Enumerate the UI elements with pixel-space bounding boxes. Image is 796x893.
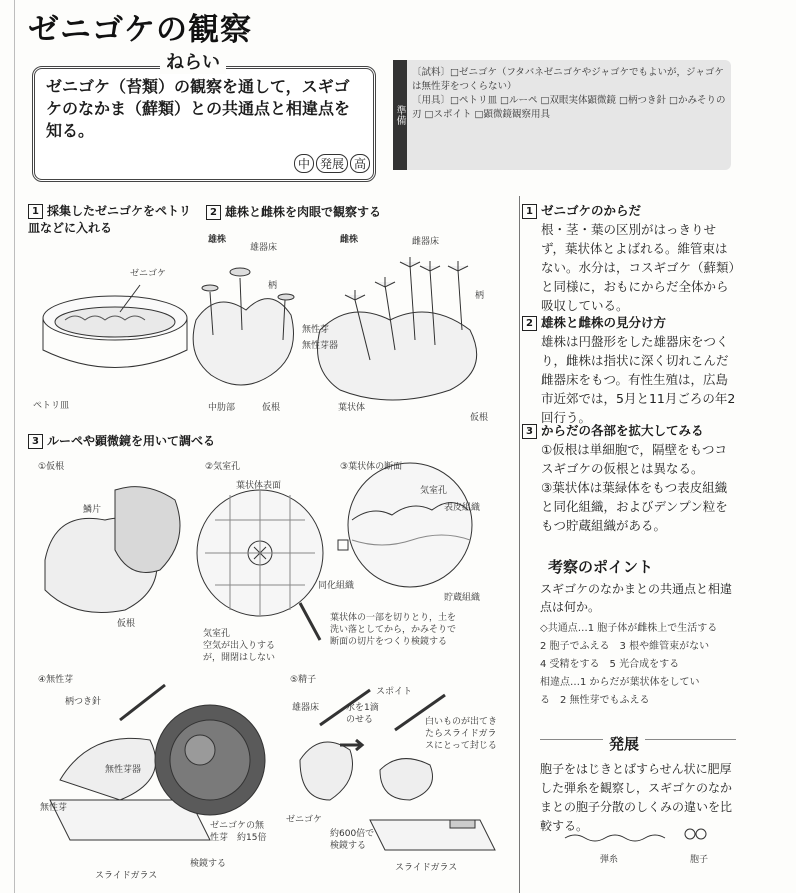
- dev-title: 発展: [603, 733, 645, 754]
- photo-caption-2: 性芽 約15倍: [210, 833, 267, 843]
- label-dropper: スポイト: [376, 687, 413, 697]
- prep-side-label: 準備: [393, 60, 407, 170]
- tag-high: 高: [350, 154, 370, 173]
- label-gemma-2: 無性芽: [40, 803, 68, 813]
- label-pore-note-2: が，開閉はしない: [203, 653, 276, 663]
- right-section-1-text: 根・茎・葉の区別がはっきりせず，葉状体とよばれる。維管束はない。水分は，コスギゴケ（蘚類）と同様に，おもにからだ全体から吸収している。: [541, 222, 735, 313]
- label-pore-note-1: 空気が出入りする: [203, 641, 276, 651]
- label-surface: 葉状体表面: [236, 481, 282, 491]
- label-white-1: 白いものが出てき: [425, 717, 498, 727]
- label-rhizoid-3: 仮根: [117, 619, 136, 629]
- point-question: スギゴケのなかまとの共通点と相違点は何か。: [540, 582, 733, 614]
- label-rhizoid: 仮根: [262, 403, 281, 413]
- label-gemma: 無性芽: [302, 325, 330, 335]
- label-mag-1: 約600倍で: [330, 829, 375, 839]
- label-slide-2: スライドガラス: [395, 863, 458, 873]
- right-section-1-head: 1 ゼニゴケのからだ: [522, 201, 641, 219]
- label-female: 雌株: [340, 235, 359, 245]
- label-pore: 気室孔: [203, 629, 231, 639]
- label-male: 雄株: [208, 235, 227, 245]
- point-line-4: 相違点…1 からだが葉状体をしてい: [540, 677, 700, 688]
- label-female-receptacle: 雌器床: [412, 237, 440, 247]
- prep-line-specimen: 〔試料〕□ゼニゴケ（フタバネゼニゴケやジャゴケでもよいが，ジャゴケは無性芽をつくらない）: [412, 67, 724, 92]
- label-gemma-cup: 無性芽器: [302, 341, 339, 351]
- label-zenigoke: ゼニゴケ: [130, 269, 167, 279]
- label-water-2: のせる: [346, 715, 374, 725]
- sub-rhizoid: ①仮根: [38, 462, 65, 472]
- label-storage: 貯蔵組織: [444, 593, 481, 603]
- label-midrib: 中肋部: [208, 403, 236, 413]
- sub-gemma: ④無性芽: [38, 675, 74, 685]
- photo-caption-1: ゼニゴケの無: [210, 821, 265, 831]
- point-line-5: る 2 無性芽でもふえる: [540, 695, 650, 706]
- label-view-1: 検鏡する: [190, 859, 227, 869]
- tag-advanced: 発展: [316, 154, 348, 173]
- label-zenigoke-2: ゼニゴケ: [286, 815, 323, 825]
- dev-text: 胞子をはじきとばすらせん状に肥厚した弾糸を観察し，スギゴケのなかまとの胞子分散のしくみの違いを比較する。: [540, 762, 733, 833]
- label-white-3: スにとって封じる: [425, 741, 497, 751]
- female-plant-illustration: [318, 257, 477, 400]
- label-spore: 胞子: [690, 855, 709, 865]
- right-section-2-head: 2 雄株と雌株の見分け方: [522, 313, 666, 331]
- label-male-receptacle: 雄器床: [250, 243, 278, 253]
- right-section-2-text: 雄株は円盤形をした雄器床をつくり，雌株は指状に深く切れこんだ雌器床をもつ。有性生殖は，広島市近郊では，5月と11月ごろの年2回行う。: [541, 334, 736, 425]
- label-scale: 鱗片: [83, 505, 102, 515]
- right-section-3-items: [541, 440, 739, 535]
- label-pore-2: 気室孔: [420, 486, 448, 496]
- section-illustration: [338, 463, 472, 587]
- label-stalk-2: 柄: [475, 291, 485, 301]
- section-1-title: 1 採集したゼニゴケをペトリ皿などに入れる: [28, 204, 192, 235]
- point-line-2: 2 胞子でふえる 3 根や維管束がない: [540, 641, 710, 652]
- label-white-2: たらスライドガラ: [425, 729, 497, 739]
- label-male-rec-2: 雄器床: [292, 703, 320, 713]
- sub-section: ③葉状体の断面: [340, 462, 403, 472]
- petri-dish-illustration: [43, 285, 187, 368]
- right-section-3-item-1: ①仮根は単細胞で，隔壁をもつコスギゴケの仮根とは異なる。: [541, 442, 727, 476]
- section-3-title: 3 ルーペや顕微鏡を用いて調べる: [28, 432, 215, 449]
- label-water-1: 水を1滴: [346, 703, 379, 713]
- right-section-3-item-2: ③葉状体は葉緑体をもつ表皮組織と同化組織，およびデンプン粒をもつ貯蔵組織がある。: [541, 480, 728, 533]
- label-epidermis: 表皮組織: [444, 503, 481, 513]
- sub-sperm: ⑤精子: [290, 675, 317, 685]
- point-title: 考察のポイント: [548, 558, 654, 576]
- tag-middle: 中: [294, 154, 314, 173]
- label-mag-2: 検鏡する: [330, 841, 367, 851]
- label-gemma-cup-2: 無性芽器: [105, 765, 142, 775]
- section-note-3: 断面の切片をつくり検鏡する: [330, 637, 448, 647]
- label-petri: ペトリ皿: [33, 401, 70, 411]
- page-title: ゼニゴケの観察: [28, 12, 252, 48]
- section-2-title: 2 雄株と雌株を肉眼で観察する: [206, 203, 381, 220]
- label-thallus: 葉状体: [338, 403, 366, 413]
- section-note-1: 葉状体の一部を切りとり，土を: [330, 613, 457, 623]
- aim-heading: ねらい: [160, 48, 226, 74]
- aim-text: ゼニゴケ（苔類）の観察を通して，スギゴケのなかま（蘚類）との共通点と相違点を知る。: [46, 77, 351, 140]
- section-note-2: 洗い落としてから，かみそりで: [330, 625, 457, 635]
- rhizoid-illustration: [45, 487, 180, 613]
- label-stalk: 柄: [268, 281, 278, 291]
- label-rhizoid-2: 仮根: [470, 413, 489, 423]
- label-assim: 同化組織: [318, 581, 355, 591]
- gemma-illustration: [50, 685, 265, 840]
- label-elater: 弾糸: [600, 855, 619, 865]
- point-line-3: 4 受精をする 5 光合成をする: [540, 659, 680, 670]
- point-list: [540, 620, 740, 710]
- label-needle: 柄つき針: [65, 697, 102, 707]
- point-line-1: ◇共通点…1 胞子体が雌株上で生活する: [540, 623, 718, 634]
- label-slide-1: スライドガラス: [95, 871, 158, 881]
- right-section-3-head: 3 からだの各部を拡大してみる: [522, 421, 704, 439]
- male-plant-illustration: [193, 268, 294, 385]
- prep-line-tools: 〔用具〕□ペトリ皿 □ルーペ □双眼実体顕微鏡 □柄つき針 □かみそりの刃 □スポイト □顕微鏡観察用具: [412, 95, 726, 120]
- sub-pore: ②気室孔: [205, 462, 241, 472]
- pore-illustration: [197, 490, 323, 640]
